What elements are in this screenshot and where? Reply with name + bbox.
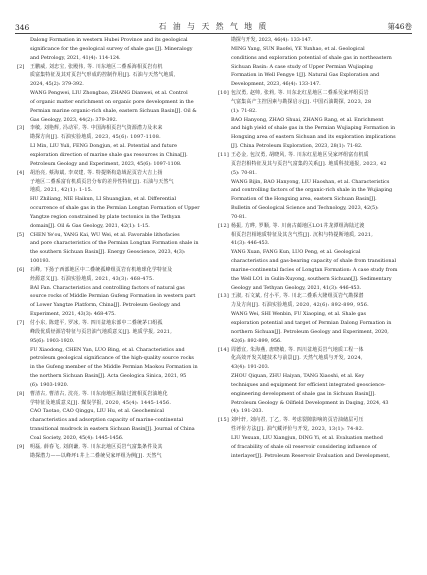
reference-text: Experiment, 2021, 43(3): 468-475. — [30, 311, 116, 318]
reference-text: 峰段优质烃源岩特征与页岩油气地质意义[J]. 地质学报, 2021, — [30, 328, 173, 335]
reference-line — [218, 45, 411, 54]
reference-line — [17, 239, 210, 248]
reference-text: 相页岩岩相地质特征及其含气性[J]. 沉积与特提斯地质, 2021, — [231, 231, 374, 238]
header-rule — [15, 33, 412, 34]
reference-line — [17, 71, 210, 80]
reference-line — [218, 204, 411, 213]
reference-line — [218, 434, 411, 443]
reference-text: (4): 191-203. — [231, 408, 264, 415]
reference-text: marine-continental facies of Longtan Formation: A case study from — [231, 266, 398, 273]
reference-text: YANG Xuan, FANG Kun, LUO Peng, et al. Geological — [231, 249, 361, 256]
reference-line — [17, 346, 210, 355]
reference-text: 100193. — [30, 258, 51, 265]
reference-line — [218, 284, 411, 293]
reference-text: Petroleum Geology and Experiment, 2023, 45(6): 1097-1108. — [30, 160, 182, 167]
reference-text: interlayer[J]. Petroleum Reservoir Evaluation and Development, — [231, 452, 390, 459]
reference-line — [17, 275, 210, 284]
reference-text: Formation of the Hongxing area, eastern Sichuan Basin[J]. — [231, 196, 377, 203]
reference-line — [17, 133, 210, 142]
reference-entry-start — [17, 266, 210, 275]
reference-entry-start — [17, 319, 210, 328]
reference-text: CHEN Ye'ou, YANG Kai, WU Wei, et al. Favorable lithofacies — [30, 231, 180, 238]
reference-text: 子地区二叠系富有机质页岩分布的差异性特征[J]. 石油与天然气 — [30, 178, 174, 185]
reference-text: the Well LO1 in Gulin-Xuyong, southern Sichuan[J]. Sedimentary — [231, 275, 392, 282]
reference-text: Gas Geology, 2023, 44(2): 379-392. — [30, 116, 118, 123]
reference-text: Dalong Formation in western Hubei Province and its geological — [30, 37, 188, 43]
reference-line — [17, 284, 210, 293]
volume-number: 第46卷 — [387, 22, 412, 31]
reference-text: [J]. China Petroleum Exploration, 2023, 28(1): 71-82. — [231, 143, 363, 150]
reference-text: LI Min, LIU Yuli, FENG Dongjun, et al. Potential and future — [30, 143, 178, 150]
reference-text: of Lower Yangtze Platform, China[J]. Petroleum Geology and — [30, 302, 181, 309]
reference-text: 王必金, 包汉勇, 胡晓风, 等. 川东红星地区吴家坪组富有机质 — [231, 151, 369, 158]
reference-text: Formation in Well Fengye 1[J]. Natural Gas Exploration and — [231, 72, 380, 79]
reference-line — [17, 381, 210, 390]
reference-text: WANG Pengwei, LIU Zhongbao, ZHANG Dianwei, et al. Control — [30, 90, 188, 97]
reference-text: 43(4): 191-203. — [231, 364, 270, 371]
reference-entry-start — [218, 292, 411, 301]
reference-line — [17, 222, 210, 231]
reference-text: CAO Taotao, CAO Qinggu, LIU Hu, et al. Geochemical — [30, 408, 164, 415]
reference-text: MING Yang, SUN Baofei, YE Yunhao, et al. Geological — [231, 45, 365, 52]
reference-number: [8] — [17, 390, 25, 397]
reference-entry-start — [218, 346, 411, 355]
reference-text: Hongxing area of eastern Sichuan and its exploration implications — [231, 134, 396, 141]
reference-text: 勘探与开发, 2023, 46(4): 133-147. — [231, 37, 313, 43]
reference-line — [218, 231, 411, 240]
reference-line — [218, 169, 411, 178]
reference-text: 刘叶轩, 刘向君, 丁乙, 等. 考虑裂隙影响的页岩油储层可压 — [231, 417, 364, 424]
reference-number: [14] — [218, 346, 230, 353]
reference-text: 包汉勇, 赵帅, 张莉, 等. 川东北红星地区二叠系吴家坪组页岩 — [231, 90, 369, 97]
reference-line — [218, 116, 411, 125]
reference-line — [218, 195, 411, 204]
reference-text: 杨振, 方晔, 罗顺, 等. 川南古蔺地区LO1井龙潭组海陆过渡 — [231, 222, 365, 229]
reference-entry-start — [218, 151, 411, 160]
reference-line — [218, 142, 411, 151]
reference-text: domain[J]. Oil & Gas Geology, 2021, 42(1): 1-15. — [30, 222, 150, 229]
reference-text: 学特征及地质意义[J]. 煤炭学报, 2020, 45(4): 1445-1456. — [30, 399, 172, 406]
reference-line — [17, 407, 210, 416]
reference-text: and Petrology, 2021, 41(4): 114-124. — [30, 54, 121, 61]
reference-line — [17, 354, 210, 363]
reference-entry-start — [218, 89, 411, 98]
reference-text: ZHOU Qiquan, ZHU Haiyan, TANG Xiaoshi, et al. Key — [231, 373, 365, 380]
reference-line — [17, 45, 210, 54]
reference-line — [218, 248, 411, 257]
reference-number: [5] — [17, 231, 24, 238]
reference-text: Permian marine organic-rich shale, eastern Sichuan Basin[J]. Oil & — [30, 107, 197, 114]
reference-text: of fracability of shale oil reservoir considering influence of — [231, 443, 377, 450]
reference-line — [17, 399, 210, 408]
reference-line — [218, 98, 411, 107]
reference-number: [3] — [17, 125, 25, 132]
reference-number: [15] — [218, 417, 230, 424]
reference-number: [7] — [17, 320, 25, 326]
reference-line — [218, 71, 411, 80]
reference-line — [218, 337, 411, 346]
reference-entry-start — [17, 390, 210, 399]
reference-line — [218, 54, 411, 63]
reference-line — [218, 63, 411, 72]
reference-text: Coal Society, 2020, 45(4): 1445-1456. — [30, 434, 124, 441]
reference-text: 2024, 45(2): 379-392. — [30, 81, 84, 88]
reference-line — [17, 160, 210, 169]
reference-text: characteristics and gas-bearing capacity of shale from transitional — [231, 258, 397, 265]
reference-text: Bulletin of Geological Science and Technology, 2023, 42(5): — [231, 205, 379, 212]
reference-column-left — [17, 36, 210, 461]
reference-text: the northern Sichuan Basin[J]. Acta Geologica Sinica, 2021, 95 — [30, 373, 187, 380]
reference-line — [218, 160, 411, 169]
reference-line — [17, 257, 210, 266]
reference-text: (5): 70-81. — [231, 169, 257, 176]
reference-line — [17, 310, 210, 319]
reference-text: and high yield of shale gas in the Permian Wujiaping Formation in — [231, 125, 396, 132]
reference-entry-start — [218, 416, 411, 425]
reference-line — [17, 213, 210, 222]
reference-text: BAI Fan. Characteristics and controlling factors of natural gas — [30, 284, 185, 291]
reference-line — [17, 54, 210, 63]
reference-number: [12] — [218, 222, 230, 229]
reference-text: 付小东, 陈建平, 罗冰, 等. 四川盆地东部中二叠统茅口组孤 — [30, 320, 163, 326]
reference-text: 周德宜, 朱海燕, 唐晓敏, 等. 四川盆地页岩气地质工程一体 — [231, 346, 364, 353]
reference-text: significance for the geological survey of shale gas [J]. Mineralogy — [30, 45, 193, 52]
reference-entry-start — [17, 169, 210, 178]
reference-line — [17, 248, 210, 257]
reference-text: 42(6): 892-899, 956. — [231, 337, 282, 344]
reference-text: 明磊, 薛春飞, 刘润谦, 等. 川东北地区页岩气富集条件及其 — [30, 443, 163, 450]
reference-entry-start — [218, 222, 411, 231]
reference-text: 石峰, 下扬子西部地区中二叠统孤峰组页岩有机地球化学特征及 — [30, 266, 173, 273]
reference-text: techniques and equipment for efficient integrated geoscience- — [231, 381, 386, 388]
reference-line — [17, 142, 210, 151]
reference-line — [17, 425, 210, 434]
reference-text: 质富集特征及其对页岩气形成的控制作用[J]. 石油与天然气地质, — [30, 72, 176, 79]
reference-line — [218, 213, 411, 222]
reference-line — [218, 319, 411, 328]
reference-column-right — [218, 36, 411, 461]
page-number: 346 — [15, 23, 30, 32]
reference-text: 曹清古, 曹清古, 沈亮, 等. 川东南地区海陆过渡相页岩油地化 — [30, 390, 168, 397]
reference-line — [17, 204, 210, 213]
reference-line — [17, 292, 210, 301]
reference-text: 70-81. — [231, 213, 247, 220]
reference-number: [11] — [218, 151, 230, 158]
reference-line — [17, 116, 210, 125]
reference-line — [218, 381, 411, 390]
reference-line — [218, 186, 411, 195]
reference-text: 气富集高产主控因素与勘探启示[J]. 中国石油勘探, 2023, 28 — [231, 98, 372, 105]
reference-line — [218, 452, 411, 461]
reference-text: in the Gufeng member of the Middle Permian Maokou Formation in — [30, 364, 198, 371]
reference-line — [17, 98, 210, 107]
reference-line — [17, 36, 210, 45]
reference-text: of organic matter enrichment on organic pore development in the — [30, 98, 194, 105]
reference-entry-start — [17, 231, 210, 240]
reference-line — [17, 363, 210, 372]
reference-text: LIU Yexuan, LIU Xiangjun, DING Yi, et al. Evaluation method — [231, 434, 383, 441]
reference-text: exploration direction of marine shale gas resources in China[J]. — [30, 151, 188, 158]
reference-text: 41(3): 446-453. — [231, 240, 270, 247]
reference-line — [218, 390, 411, 399]
reference-text: (6): 1903-1920. — [30, 381, 69, 388]
reference-line — [218, 407, 411, 416]
reference-line — [218, 310, 411, 319]
reference-text: 王鹏威, 刘忠宝, 张殿伟, 等. 川东地区二叠系海相页岩有机 — [30, 63, 163, 70]
reference-line — [17, 416, 210, 425]
reference-text: 勘探潜力——以峰坪1井上二叠统吴家坪组为例[J]. 天然气 — [30, 452, 162, 459]
reference-entry-start — [17, 63, 210, 72]
reference-entry-start — [17, 443, 210, 452]
reference-line — [17, 372, 210, 381]
reference-line — [17, 80, 210, 89]
reference-line — [17, 337, 210, 346]
reference-line — [17, 301, 210, 310]
reference-text: FU Xiaodong, CHEN Yan, LUO Bing, et al. Characteristics and — [30, 346, 185, 353]
reference-text: Sichuan Basin: A case study of Upper Permian Wujiaping — [231, 63, 373, 70]
reference-text: conditions and exploration potential of shale gas in northeastern — [231, 54, 392, 61]
reference-text: HU Zhiliang, NIE Haikun, LI Shuangjian, et al. Differential — [30, 196, 177, 203]
reference-text: 页岩岩相特征及其与页岩气富集的关系[J]. 地质科技通报, 2023, 42 — [231, 160, 387, 167]
reference-line — [17, 178, 210, 187]
reference-text: and controlling factors of the organic-rich shale in the Wujiaping — [231, 187, 393, 194]
reference-line — [218, 107, 411, 116]
reference-line — [218, 443, 411, 452]
reference-line — [218, 80, 411, 89]
reference-line — [17, 151, 210, 160]
reference-text: exploration potential and target of Permian Dalong Formation in — [231, 320, 392, 326]
reference-text: 地质, 2021, 42(1): 1-15. — [30, 187, 93, 194]
reference-number: [13] — [218, 293, 230, 300]
reference-line — [218, 36, 411, 45]
reference-line — [218, 239, 411, 248]
reference-text: 性评价方法[J]. 油气藏评价与开发, 2023, 13(1): 74-82. — [231, 426, 364, 433]
reference-text: BAO Hanyong, ZHAO Shuai, ZHANG Rang, et al. Enrichment — [231, 116, 384, 123]
reference-text: 95(6): 1903-1920. — [30, 337, 75, 344]
reference-number: [6] — [17, 266, 25, 273]
reference-text: 烃源意义[J]. 石油实验地质, 2021, 43(3): 468-475. — [30, 275, 155, 282]
reference-line — [17, 107, 210, 116]
reference-line — [218, 275, 411, 284]
reference-text: Petroleum Geology & Oilfield Development in Daqing, 2024, 43 — [231, 399, 389, 406]
reference-text: Geology and Tethyan Geology, 2021, 41(3): 446-453. — [231, 284, 362, 291]
reference-line — [218, 363, 411, 372]
reference-number: [9] — [17, 443, 25, 450]
reference-line — [218, 124, 411, 133]
reference-text: Yangtze region constrained by plate tectonics in the Tethyan — [30, 213, 181, 220]
reference-text: characteristics and adsorption capacity of marine-continental — [30, 417, 184, 424]
reference-text: 力及方向[J]. 石油实验地质, 2020, 42(6): 892-899, 956. — [231, 302, 369, 309]
reference-text: 胡治亮, 蔡海斌, 李双建, 等. 特提斯构造域泥页岩大吉上扬 — [30, 169, 163, 176]
reference-line — [17, 328, 210, 337]
reference-text: Development, 2023, 46(4): 133-147. — [231, 81, 321, 88]
reference-line — [218, 328, 411, 337]
reference-line — [218, 178, 411, 187]
reference-number: [10] — [218, 90, 230, 97]
reference-text: (1): 71-82. — [231, 107, 257, 114]
reference-text: the southern Sichuan Basin[J]. Energy Geoscience, 2023, 4(3): — [30, 249, 186, 256]
reference-text: source rocks of Middle Permian Gufeng Formation in western part — [30, 293, 196, 300]
reference-text: engineering development of shale gas in Sichuan Basin[J]. — [231, 390, 376, 397]
reference-line — [17, 434, 210, 443]
reference-line — [17, 89, 210, 98]
reference-text: petroleum geological significance of the high-quality source rocks — [30, 355, 194, 362]
reference-text: occurrence of shale gas in the Permian Longtan Formation of Upper — [30, 205, 200, 212]
running-header — [15, 18, 412, 32]
reference-line — [218, 301, 411, 310]
reference-text: 化高效开发关键技术与前景[J]. 天然气地质与开发, 2024, — [231, 355, 363, 362]
reference-line — [218, 372, 411, 381]
reference-line — [218, 425, 411, 434]
reference-entry-start — [17, 124, 210, 133]
reference-line — [218, 257, 411, 266]
reference-text: and pore characteristics of the Permian Longtan Formation shale in — [30, 240, 199, 247]
reference-number: [4] — [17, 169, 25, 176]
reference-line — [218, 354, 411, 363]
reference-text: WANG Wei, SHI Wenbin, FU Xiaoping, et al. Shale gas — [231, 311, 367, 318]
reference-line — [218, 399, 411, 408]
reference-line — [17, 452, 210, 461]
reference-text: 勘探方向[J]. 石油实验地质, 2023, 45(6): 1097-1108. — [30, 134, 161, 141]
reference-text: 李敏, 刘艳辉, 冯动军, 等. 中国海相页岩气资源潜力及未来 — [30, 125, 163, 132]
journal-title: 石 油 与 天 然 气 地 质 — [158, 22, 269, 31]
reference-line — [17, 186, 210, 195]
reference-line — [218, 266, 411, 275]
reference-line — [17, 195, 210, 204]
reference-text: transitional mudrock in eastern Sichuan Basin[J]. Journal of China — [30, 426, 195, 433]
reference-text: northern Sichuan[J]. Petroleum Geology and Experiment, 2020, — [231, 328, 389, 335]
reference-text: 王淑, 石文斌, 付小平, 等. 川北二叠系大隆组页岩气勘探潜 — [231, 293, 364, 300]
reference-text: WANG Bijin, BAO Hanyong, LIU Haoshan, et al. Characteristics — [231, 178, 390, 185]
reference-line — [218, 133, 411, 142]
reference-number: [2] — [17, 63, 25, 70]
